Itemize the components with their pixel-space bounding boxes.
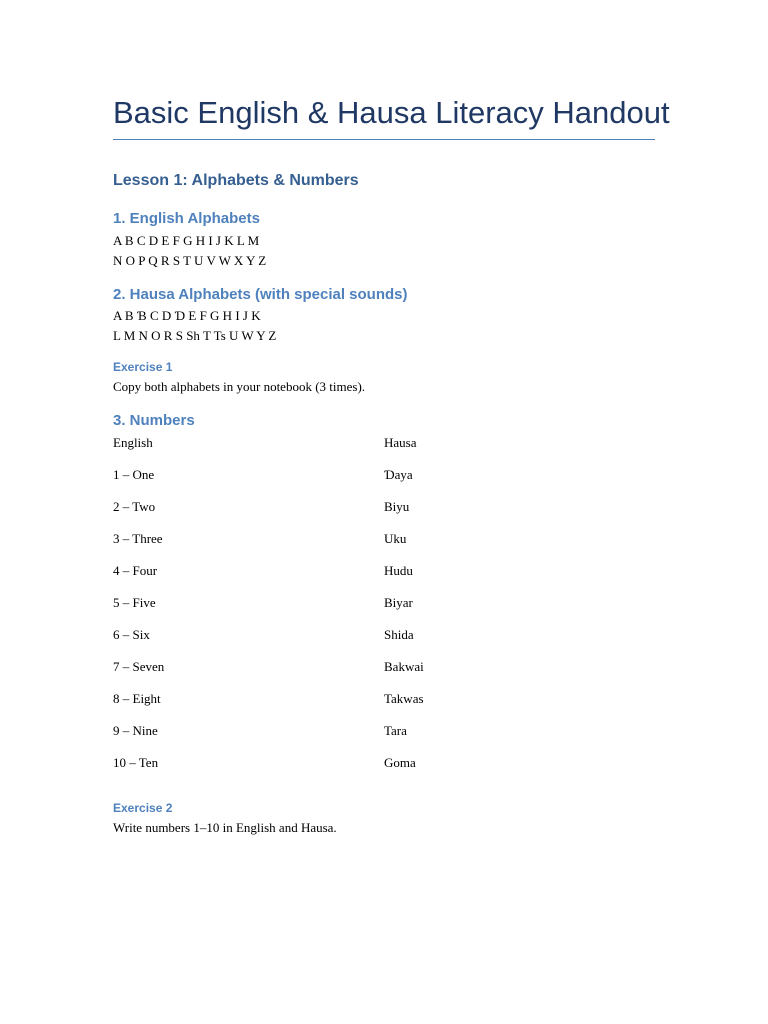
numbers-column-header-hausa: Hausa — [384, 435, 417, 450]
number-english: 5 – Five — [113, 595, 156, 610]
english-alphabets-heading: 1. English Alphabets — [113, 210, 260, 227]
number-hausa: Tara — [384, 723, 407, 738]
english-alphabet-line-1: A B C D E F G H I J K L M — [113, 233, 260, 248]
numbers-column-header-english: English — [113, 435, 153, 450]
number-hausa: Shida — [384, 627, 414, 642]
numbers-heading: 3. Numbers — [113, 412, 195, 429]
number-english: 6 – Six — [113, 627, 150, 642]
number-english: 7 – Seven — [113, 659, 165, 674]
exercise-1-text: Copy both alphabets in your notebook (3 times). — [113, 379, 366, 394]
number-hausa: Bakwai — [384, 659, 424, 674]
number-hausa: Takwas — [384, 691, 424, 706]
hausa-alphabet-line-1: A B Ɓ C D Ɗ E F G H I J K — [113, 308, 261, 323]
number-english: 8 – Eight — [113, 691, 161, 706]
number-hausa: Goma — [384, 755, 416, 770]
number-hausa: Biyu — [384, 499, 410, 514]
english-alphabet-line-2: N O P Q R S T U V W X Y Z — [113, 253, 267, 268]
exercise-2-heading: Exercise 2 — [113, 801, 173, 815]
number-english: 1 – One — [113, 467, 155, 482]
page-title: Basic English & Hausa Literacy Handout — [113, 95, 670, 130]
number-english: 9 – Nine — [113, 723, 158, 738]
hausa-alphabets-heading: 2. Hausa Alphabets (with special sounds) — [113, 286, 408, 303]
exercise-1-heading: Exercise 1 — [113, 360, 173, 374]
number-english: 2 – Two — [113, 499, 156, 514]
hausa-alphabet-line-2: L M N O R S Sh T Ts U W Y Z — [113, 328, 277, 343]
number-english: 10 – Ten — [113, 755, 159, 770]
number-english: 4 – Four — [113, 563, 158, 578]
number-hausa: Biyar — [384, 595, 413, 610]
number-hausa: Uku — [384, 531, 407, 546]
number-hausa: Hudu — [384, 563, 413, 578]
lesson-heading: Lesson 1: Alphabets & Numbers — [113, 172, 359, 189]
number-english: 3 – Three — [113, 531, 163, 546]
number-hausa: Ɗaya — [384, 467, 413, 482]
exercise-2-text: Write numbers 1–10 in English and Hausa. — [113, 820, 337, 835]
title-underline — [113, 139, 655, 140]
